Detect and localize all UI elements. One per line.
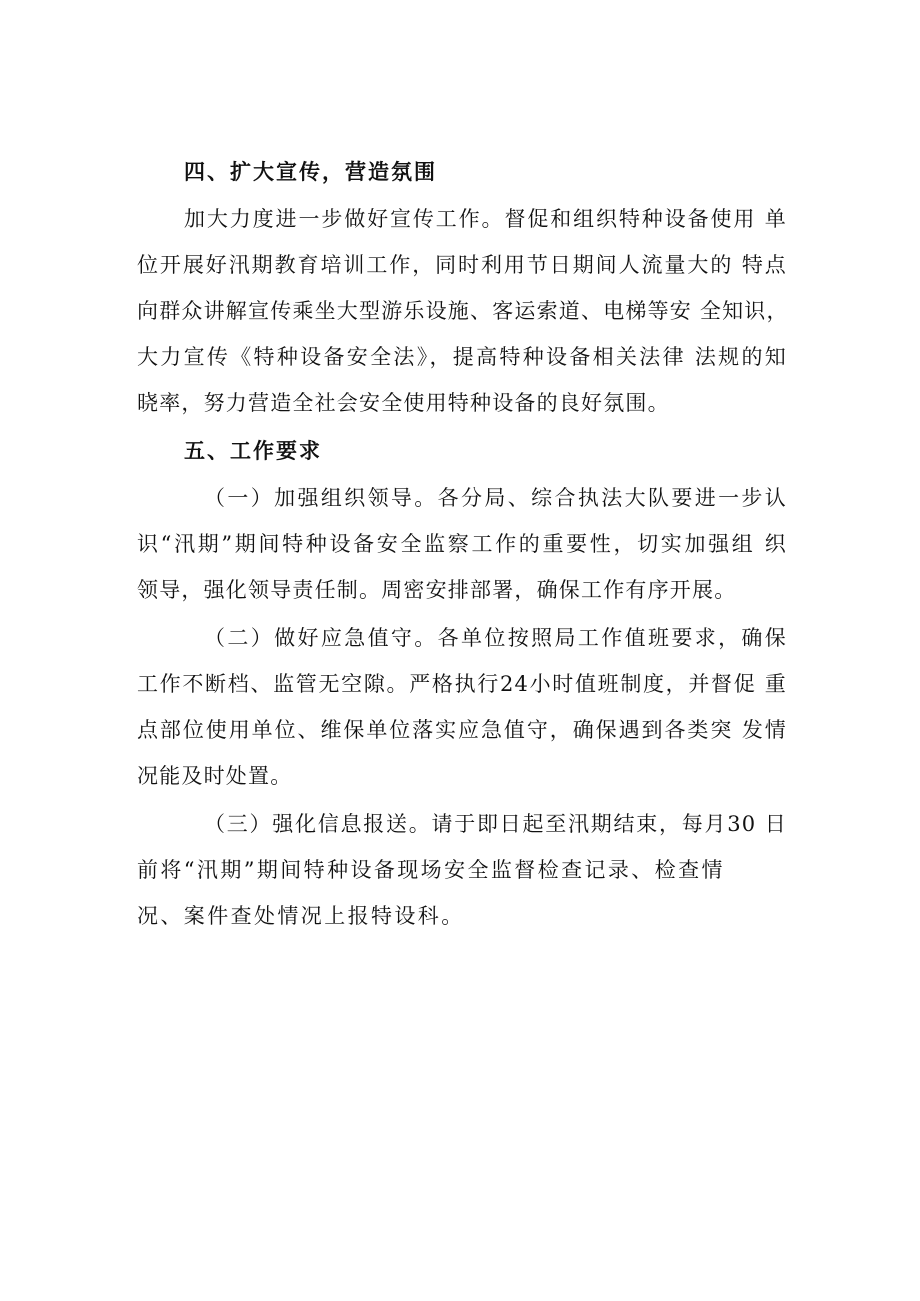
section-5-heading: 五、工作要求 bbox=[184, 438, 322, 463]
item-3-line-2: 前将“汛期”期间特种设备现场安全监督检查记录、检查情 bbox=[137, 858, 725, 882]
item-2-line-1: （二）做好应急值守。各单位按照局工作值班要求，确保 bbox=[204, 626, 787, 650]
item-2-line-2: 工作不断档、监管无空隙。严格执行24小时值班制度，并督促 重 bbox=[137, 672, 787, 696]
item-3-line-3: 况、案件查处情况上报特设科。 bbox=[137, 904, 465, 928]
section-4-line-3: 向群众讲解宣传乘坐大型游乐设施、客运索道、电梯等安 全知识， bbox=[137, 299, 789, 323]
item-3-line-1: （三）强化信息报送。请于即日起至汛期结束，每月30 日 bbox=[204, 812, 787, 836]
item-1-line-1: （一）加强组织领导。各分局、综合执法大队要进一步认 bbox=[204, 486, 787, 510]
section-4-line-5: 晓率，努力营造全社会安全使用特种设备的良好氛围。 bbox=[137, 391, 670, 415]
item-1-line-3: 领导，强化领导责任制。周密安排部署，确保工作有序开展。 bbox=[137, 578, 737, 602]
item-2-line-4: 况能及时处置。 bbox=[137, 764, 293, 788]
item-1-line-2: 识“汛期”期间特种设备安全监察工作的重要性，切实加强组 织 bbox=[137, 532, 787, 556]
section-4-line-2: 位开展好汛期教育培训工作，同时利用节日期间人流量大的 特点 bbox=[137, 253, 787, 277]
section-4-heading: 四、扩大宣传，营造氛围 bbox=[184, 159, 437, 184]
section-4-line-4: 大力宣传《特种设备安全法》，提高特种设备相关法律 法规的知 bbox=[137, 345, 787, 369]
section-4-line-1: 加大力度进一步做好宣传工作。督促和组织特种设备使用 单 bbox=[184, 207, 787, 231]
item-2-line-3: 点部位使用单位、维保单位落实应急值守，确保遇到各类突 发情 bbox=[137, 718, 787, 742]
